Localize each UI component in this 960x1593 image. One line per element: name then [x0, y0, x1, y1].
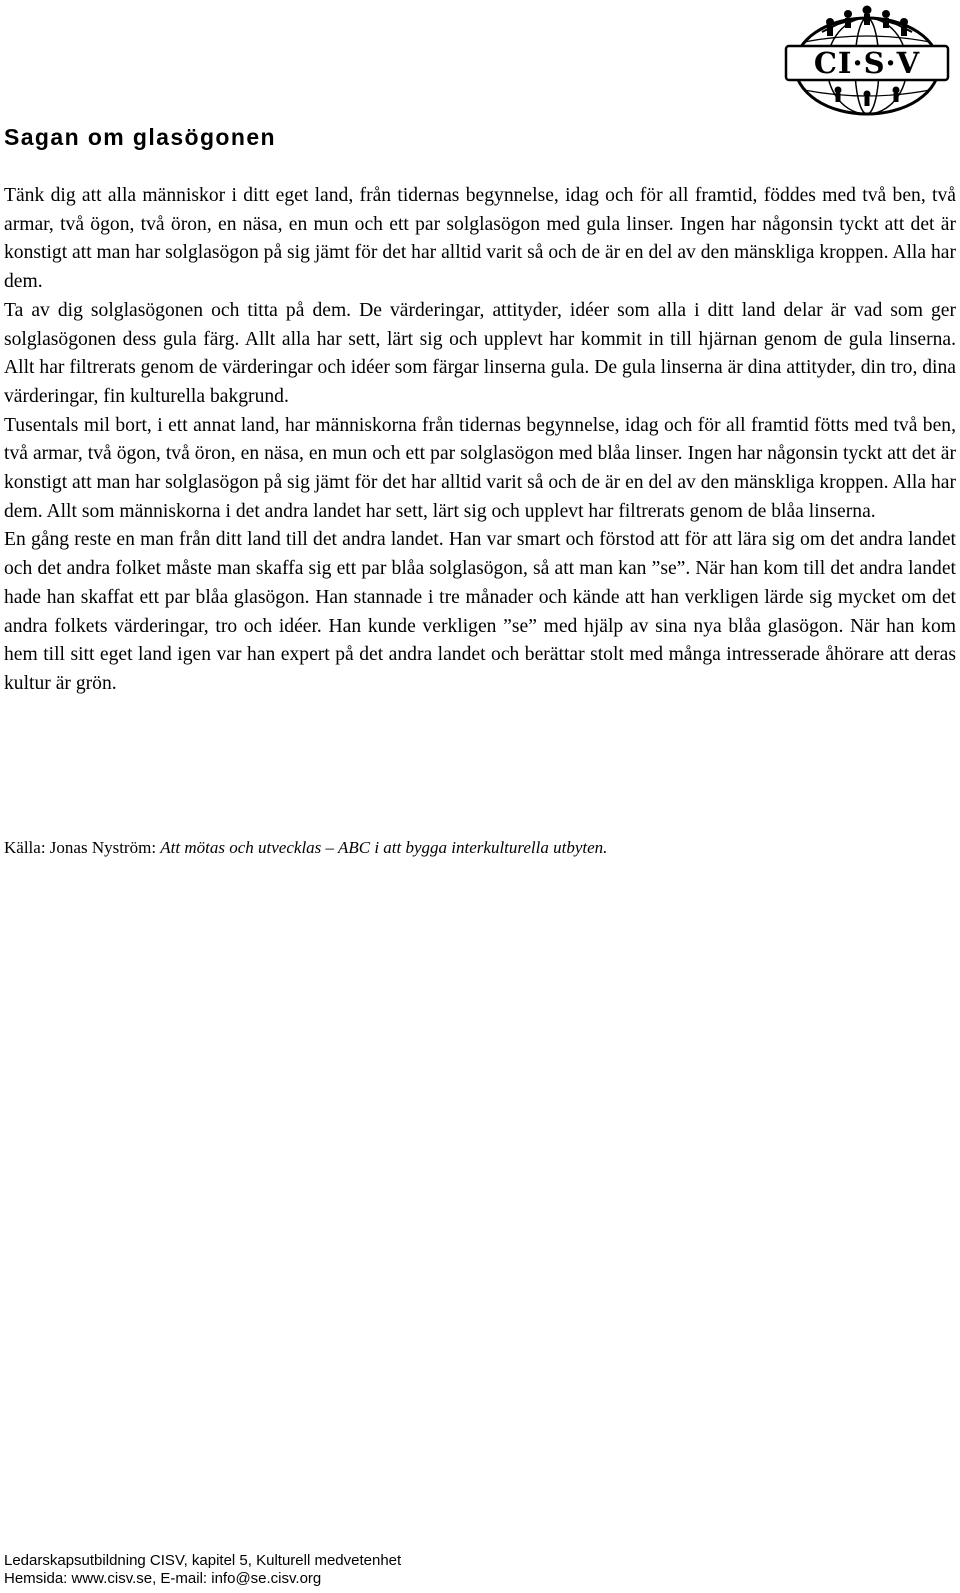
- document-title: Sagan om glasögonen: [4, 124, 276, 150]
- paragraph: En gång reste en man från ditt land till det andra landet. Han var smart och förstod att för att lära sig om det andra landet och det andra folket måste man skaffa sig ett par blåa solglasögon, så att man kan ”se”. När han kom till det andra landet hade han skaffat ett par blåa glasögon. Han stannade i tre månader och kände att han verkligen lärde sig mycket om det andra folkets värderingar, tro och idéer. Han kunde verkligen ”se” med hjälp av sina nya blåa glasögon. När han kom hem till sitt eget land igen var han expert på det andra landet och berättar stolt med många intresserade åhörare att deras kultur är grön.: [4, 529, 956, 694]
- paragraph: Tusentals mil bort, i ett annat land, har människorna från tidernas begynnelse, idag och för all framtid fötts med två ben, två armar, två ögon, två öron, en näsa, en mun och ett par solglasögon med blåa linser. Ingen har någonsin tyckt att det är konstigt att man har solglasögon på sig jämt för det har alltid varit så och de är en del av den mänskliga kroppen. Alla har dem. Allt som människorna i det andra landet har sett, lärt sig och upplevt har filtrerats genom de blåa linserna.: [4, 414, 956, 522]
- source-work-title: Att mötas och utvecklas – ABC i att bygga interkulturella utbyten.: [160, 838, 608, 857]
- cisv-logo: [778, 2, 956, 122]
- footer-line-course: Ledarskapsutbildning CISV, kapitel 5, Kulturell medvetenhet: [4, 1552, 402, 1569]
- paragraph: Tänk dig att alla människor i ditt eget land, från tidernas begynnelse, idag och för all framtid, föddes med två ben, två armar, två ögon, två öron, en näsa, en mun och ett par solglasögon med gula linser. Ingen har någonsin tyckt att det är konstigt att man har solglasögon på sig jämt för det har alltid varit så och de är en del av den mänskliga kroppen. Alla har dem.: [4, 185, 956, 293]
- source-citation: [4, 836, 607, 860]
- source-prefix: Källa: Jonas Nyström:: [4, 838, 161, 857]
- paragraph: Ta av dig solglasögonen och titta på dem. De värderingar, attityder, idéer som alla i ditt land delar är vad som ger solglasögonen dess gula färg. Allt alla har sett, lärt sig och upplevt har kommit in till hjärnan genom de gula linserna. Allt har filtrerats genom de värderingar och idéer som färgar linserna gula. De gula linserna är dina attityder, din tro, dina värderingar, fin kulturella bakgrund.: [4, 299, 956, 407]
- logo-text: CI·S·V: [813, 46, 921, 80]
- page-footer: [4, 1552, 401, 1588]
- story-body: [4, 182, 956, 699]
- footer-line-contact: Hemsida: www.cisv.se, E-mail: info@se.cisv.org: [4, 1570, 322, 1587]
